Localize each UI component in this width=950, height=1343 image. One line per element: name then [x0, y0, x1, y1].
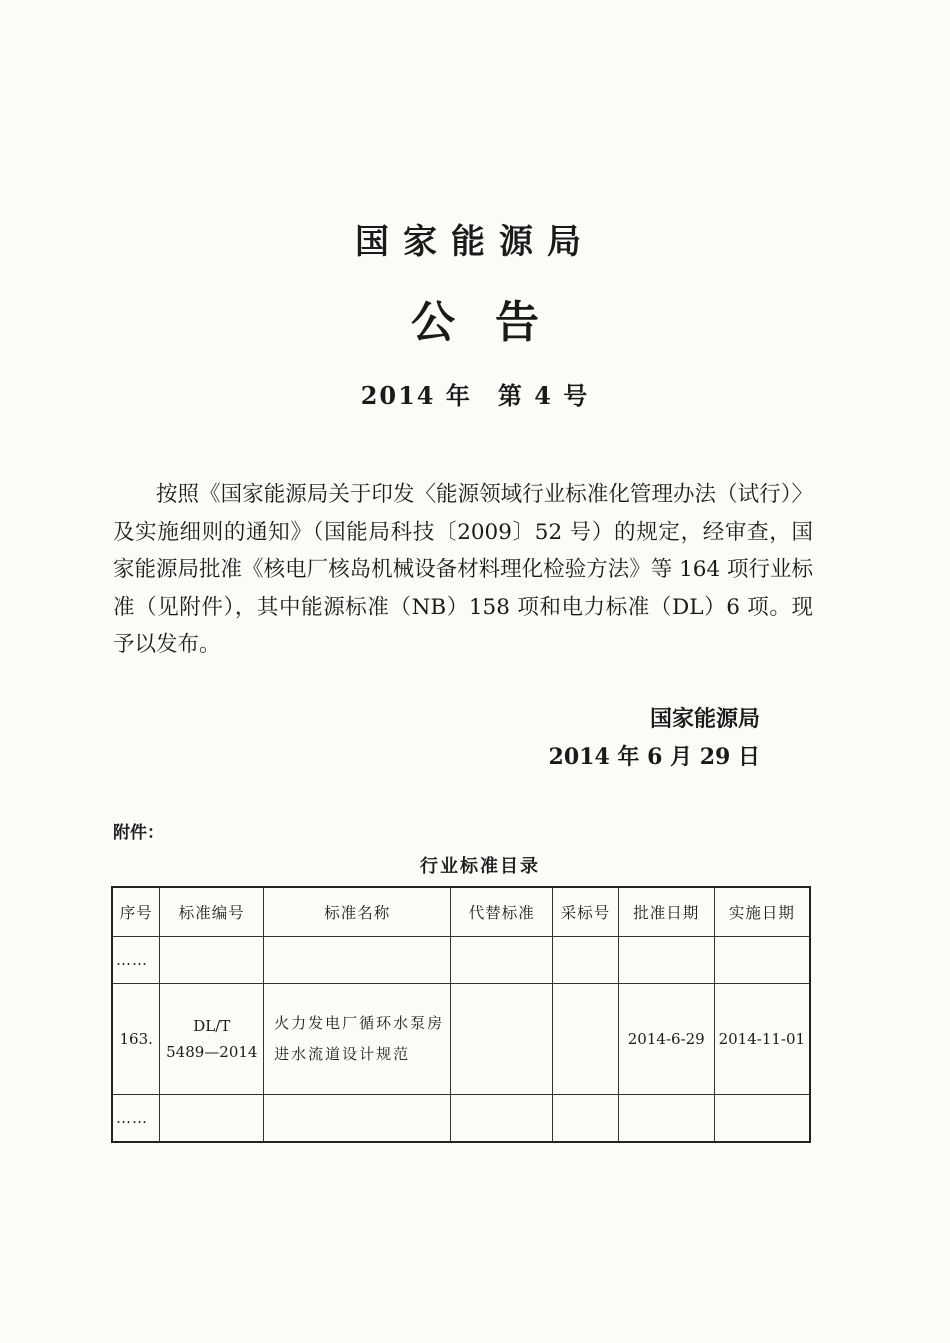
table-row: [112, 937, 810, 984]
row-replaces: [451, 984, 553, 1095]
column-header-effective-date: 实施日期: [714, 887, 810, 937]
row-adopted: [553, 984, 619, 1095]
issuer-title: 国家能源局: [355, 222, 595, 262]
column-header-replaces: 代替标准: [451, 887, 553, 937]
announcement-title: 公告: [411, 297, 579, 348]
document-issue-number: 第 4 号: [497, 381, 590, 410]
table-header-row: [112, 887, 810, 937]
table-row: [112, 1095, 810, 1143]
column-header-adopted: 采标号: [553, 887, 619, 937]
ellipsis-cell: ……: [112, 937, 160, 984]
document-number: [0, 376, 950, 411]
document-year: 2014 年: [360, 381, 472, 410]
row-standard-code-line2: 5489—2014: [166, 1043, 258, 1061]
row-effective-date: 2014-11-01: [714, 984, 810, 1095]
row-approval-date: 2014-6-29: [618, 984, 714, 1095]
ellipsis-cell: ……: [112, 1095, 160, 1143]
table-row: [112, 984, 810, 1095]
annex-label: 附件：: [113, 823, 164, 843]
row-standard-code: [160, 984, 264, 1095]
row-standard-code-line1: DL/T: [193, 1017, 231, 1035]
standards-table: [111, 886, 811, 1143]
row-standard-name: 火力发电厂循环水泵房进水流道设计规范: [264, 984, 451, 1095]
row-seq: 163.: [112, 984, 160, 1095]
announcement-body: 按照《国家能源局关于印发〈能源领域行业标准化管理办法（试行）〉及实施细则的通知》（国能局科技〔2009〕52 号）的规定，经审查，国家能源局批准《核电厂核岛机械设备材料理化检验方法》等 164 项行业标准（见附件），其中能源标准（NB）158 项和电力标准（DL）6 项。现予以发布。: [113, 482, 813, 657]
column-header-name: 标准名称: [264, 887, 451, 937]
column-header-code: 标准编号: [160, 887, 264, 937]
table-title: 行业标准目录: [420, 856, 540, 877]
column-header-approval-date: 批准日期: [618, 887, 714, 937]
signer-name: 国家能源局: [649, 706, 760, 732]
column-header-seq: 序号: [112, 887, 160, 937]
signing-date: 2014 年 6 月 29 日: [548, 744, 760, 770]
